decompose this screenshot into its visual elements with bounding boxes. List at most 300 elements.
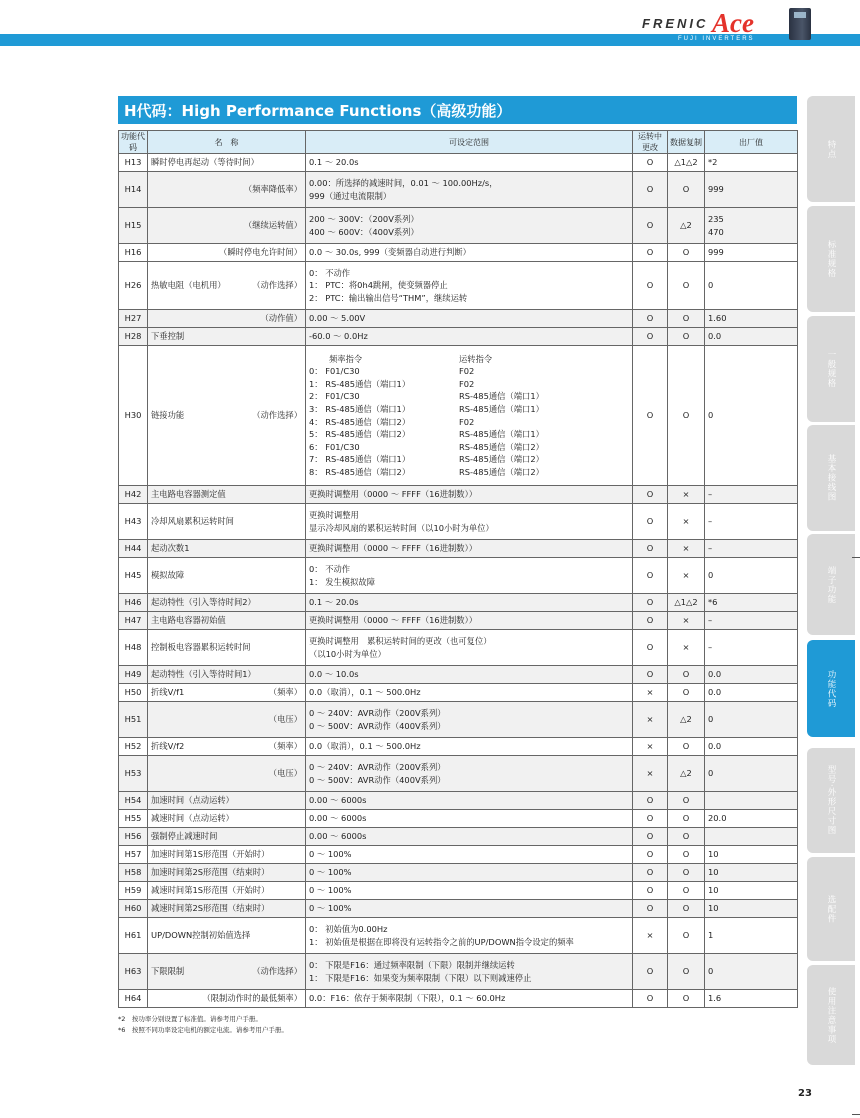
row-run-change: O: [633, 540, 668, 558]
row-factory: 0: [705, 346, 798, 486]
row-factory-value: 1.6: [708, 993, 722, 1004]
row-name-main: UP/DOWN控制初始值选择: [151, 930, 251, 941]
row-factory-value: 0: [708, 714, 714, 725]
row-factory: [705, 954, 798, 990]
table-row: [119, 990, 798, 1008]
side-tab[interactable]: [807, 534, 855, 635]
row-name: [148, 738, 306, 756]
row-code: H16: [119, 244, 148, 262]
side-tab[interactable]: [807, 316, 855, 422]
row-data-copy: O: [668, 846, 705, 864]
row-data-copy: O: [668, 864, 705, 882]
row-data-copy: O: [668, 882, 705, 900]
side-tab[interactable]: [807, 857, 855, 961]
row-range-line: 0.00 ～ 6000s: [309, 795, 367, 806]
row-code: H28: [119, 328, 148, 346]
side-tab-label: 选配件: [826, 894, 836, 924]
row-code: H57: [119, 846, 148, 864]
row-name-sub: （频率降低率）: [243, 184, 302, 195]
row-range: [306, 172, 633, 208]
row-name: [148, 208, 306, 244]
row-code: H49: [119, 666, 148, 684]
row-code: H58: [119, 864, 148, 882]
row-factory: [705, 558, 798, 594]
table-row: [119, 666, 798, 684]
row-factory-value: 10: [708, 849, 719, 860]
row-factory-value: 10: [708, 903, 719, 914]
row-range-line: 0.00 ～ 6000s: [309, 831, 367, 842]
row-range-line: 显示冷却风扇的累积运转时间（以10小时为单位）: [309, 522, 494, 533]
row-name-main: 折线V/f1: [151, 687, 185, 698]
row-name-main: 强制停止减速时间: [151, 831, 218, 842]
row-range: [306, 328, 633, 346]
h30-option-freq: 4： RS-485通信（端口2）: [309, 416, 411, 427]
row-name: [148, 504, 306, 540]
row-range: [306, 244, 633, 262]
row-run-change: O: [633, 882, 668, 900]
row-run-change: O: [633, 262, 668, 310]
row-name: [148, 810, 306, 828]
h30-option-run: RS-485通信（端口2）: [459, 466, 544, 477]
row-range: [306, 846, 633, 864]
row-code: H48: [119, 630, 148, 666]
row-data-copy: △2: [668, 208, 705, 244]
side-tab-label: 型号·外形尺寸图: [826, 765, 836, 836]
table-row: [119, 882, 798, 900]
row-data-copy: O: [668, 792, 705, 810]
brand-subtitle: FUJI INVERTERS: [678, 36, 755, 42]
row-range-line: 0 ～ 500V：AVR动作（400V系列）: [309, 774, 446, 785]
row-range-line: 1： PTC：将0h4跳闸，使变频器停止: [309, 280, 448, 291]
table-row: [119, 810, 798, 828]
row-factory-value: 1.60: [708, 313, 727, 324]
row-range: [306, 738, 633, 756]
row-data-copy: ×: [668, 504, 705, 540]
row-factory: [705, 486, 798, 504]
row-name-main: 控制板电容器累积运转时间: [151, 642, 251, 653]
row-code: H51: [119, 702, 148, 738]
row-name-sub: （动作值）: [260, 313, 302, 324]
col-header-range: 可设定范围: [306, 131, 633, 154]
row-range-line: 1： 初始值是根据在即将没有运转指令之前的UP/DOWN指令设定的频率: [309, 936, 574, 947]
side-tab-label: 端子功能: [826, 565, 836, 604]
row-run-change: O: [633, 154, 668, 172]
row-factory-line: 470: [708, 226, 724, 237]
row-name: [148, 244, 306, 262]
row-data-copy: ×: [668, 558, 705, 594]
row-data-copy: ×: [668, 630, 705, 666]
row-factory: [705, 666, 798, 684]
row-run-change: O: [633, 792, 668, 810]
row-factory: [705, 918, 798, 954]
row-name-main: 折线V/f2: [151, 741, 185, 752]
row-code: H43: [119, 504, 148, 540]
row-code: H53: [119, 756, 148, 792]
row-name-main: 减速时间（点动运转）: [151, 813, 234, 824]
row-factory-value: 0.0: [708, 331, 722, 342]
row-range-line: 更换时调整用（0000 ～ FFFF（16进制数））: [309, 543, 478, 554]
table-row: [119, 864, 798, 882]
col-header-name: 名 称: [148, 131, 306, 154]
row-range: [306, 810, 633, 828]
row-name: [148, 954, 306, 990]
row-name-sub: （动作选择）: [252, 280, 302, 291]
row-factory-value: 0.0: [708, 687, 722, 698]
row-range: [306, 792, 633, 810]
table-row: [119, 310, 798, 328]
side-tab[interactable]: [807, 425, 855, 531]
row-factory: [705, 846, 798, 864]
row-code: H56: [119, 828, 148, 846]
row-name-main: 加速时间第1S形范围（开始时）: [151, 849, 270, 860]
row-run-change: O: [633, 954, 668, 990]
row-run-change: O: [633, 310, 668, 328]
row-name-main: 模拟故障: [151, 570, 185, 581]
row-data-copy: O: [668, 328, 705, 346]
row-range: [306, 612, 633, 630]
row-range-line: 0： 下限是F16：通过频率限制（下限）限制并继续运转: [309, 959, 515, 970]
table-row: [119, 954, 798, 990]
table-row: [119, 738, 798, 756]
row-name: [148, 310, 306, 328]
row-run-change: O: [633, 828, 668, 846]
row-run-change: O: [633, 346, 668, 486]
row-factory-value: 10: [708, 885, 719, 896]
row-range-line: 0 ～ 100%: [309, 849, 352, 860]
side-tab-label: 特点: [826, 139, 836, 159]
row-range: [306, 918, 633, 954]
table-row: [119, 504, 798, 540]
row-name-sub: （动作选择）: [252, 410, 302, 421]
row-run-change: O: [633, 244, 668, 262]
row-data-copy: O: [668, 310, 705, 328]
row-run-change: ×: [633, 738, 668, 756]
row-code: H47: [119, 612, 148, 630]
row-range-line: 400 ～ 600V：（400V系列）: [309, 226, 419, 237]
row-range-line: 0.0（取消），0.1 ～ 500.0Hz: [309, 741, 421, 752]
row-range: [306, 666, 633, 684]
h30-option-freq: 7： RS-485通信（端口1）: [309, 454, 411, 465]
h30-option-run: RS-485通信（端口2）: [459, 454, 544, 465]
row-run-change: O: [633, 594, 668, 612]
table-row: [119, 702, 798, 738]
table-body: [119, 154, 798, 1008]
side-tab-label: 基本接线图: [826, 454, 836, 502]
row-code: H13: [119, 154, 148, 172]
row-factory: [705, 262, 798, 310]
row-factory: [705, 702, 798, 738]
row-data-copy: O: [668, 738, 705, 756]
h30-option-run: F02: [459, 416, 475, 427]
row-range-line: 0.00 ～ 6000s: [309, 813, 367, 824]
row-run-change: O: [633, 630, 668, 666]
side-tab[interactable]: [807, 206, 855, 312]
side-tab[interactable]: [807, 640, 855, 737]
table-row: [119, 346, 798, 486]
brand-ace-text: Ace: [712, 8, 754, 38]
row-range: [306, 864, 633, 882]
row-factory: [705, 756, 798, 792]
row-name-sub: （限制动作时的最低频率）: [202, 993, 302, 1004]
table-row: [119, 792, 798, 810]
row-range: [306, 828, 633, 846]
row-factory-value: –: [708, 489, 713, 500]
row-range-line: （以10小时为单位）: [309, 648, 386, 659]
table-row: [119, 262, 798, 310]
row-name-main: 起动特性（引入等待时间2）: [151, 597, 256, 608]
row-name: [148, 630, 306, 666]
table-row: [119, 208, 798, 244]
row-name-sub: （继续运转值）: [243, 220, 302, 231]
row-data-copy: O: [668, 990, 705, 1008]
h-code-table: [118, 130, 798, 1008]
row-factory-value: 999: [708, 247, 724, 258]
row-factory: [705, 594, 798, 612]
row-data-copy: ×: [668, 486, 705, 504]
edge-mark: [852, 557, 860, 558]
footnote-2: *2 按功率分别设置了标准值。请参考用户手册。: [118, 1015, 262, 1023]
row-factory: [705, 244, 798, 262]
row-run-change: O: [633, 810, 668, 828]
brand-frenic-text: FRENIC: [642, 16, 709, 31]
row-factory-value: 10: [708, 867, 719, 878]
row-range: [306, 900, 633, 918]
row-run-change: ×: [633, 684, 668, 702]
row-code: H15: [119, 208, 148, 244]
h30-option-freq: 3： RS-485通信（端口1）: [309, 403, 411, 414]
row-factory: [705, 630, 798, 666]
row-range: [306, 882, 633, 900]
row-code: H14: [119, 172, 148, 208]
row-factory-value: *2: [708, 157, 718, 168]
row-data-copy: O: [668, 262, 705, 310]
table-header-row: [119, 131, 798, 154]
h30-option-freq: 6： F01/C30: [309, 441, 360, 452]
row-code: H59: [119, 882, 148, 900]
side-tab-label: 一般规格: [826, 350, 836, 388]
row-range-line: 0 ～ 500V：AVR动作（400V系列）: [309, 720, 446, 731]
row-code: H27: [119, 310, 148, 328]
row-range-line: 更换时调整用（0000 ～ FFFF（16进制数））: [309, 489, 478, 500]
row-name: [148, 828, 306, 846]
row-run-change: O: [633, 990, 668, 1008]
row-name: [148, 702, 306, 738]
row-name-main: 加速时间（点动运转）: [151, 795, 234, 806]
row-name: [148, 486, 306, 504]
footnote-6: *6 按照不同功率设定电机的额定电流。请参考用户手册。: [118, 1026, 288, 1034]
row-range: [306, 540, 633, 558]
row-range-line: -60.0 ～ 0.0Hz: [309, 331, 368, 342]
row-code: H46: [119, 594, 148, 612]
row-factory-value: *6: [708, 597, 718, 608]
table-row: [119, 846, 798, 864]
row-factory-value: –: [708, 543, 713, 554]
row-name: [148, 990, 306, 1008]
table-row: [119, 612, 798, 630]
side-tab-label: 功能代码: [826, 669, 836, 708]
row-data-copy: O: [668, 684, 705, 702]
row-name: [148, 328, 306, 346]
row-range: [306, 594, 633, 612]
row-name-sub: （动作选择）: [252, 966, 302, 977]
section-title: H代码：High Performance Functions（高级功能）: [124, 102, 512, 120]
row-run-change: O: [633, 328, 668, 346]
row-name: [148, 154, 306, 172]
row-range: [306, 310, 633, 328]
row-range-line: 0.00：所选择的减速时间，0.01 ～ 100.00Hz/s，: [309, 177, 498, 188]
row-range: [306, 684, 633, 702]
row-name-sub: （电压）: [268, 768, 302, 779]
row-factory: [705, 612, 798, 630]
row-name: [148, 918, 306, 954]
row-name-sub: （电压）: [268, 714, 302, 725]
row-run-change: O: [633, 666, 668, 684]
row-range: [306, 990, 633, 1008]
row-factory: [705, 882, 798, 900]
row-name: [148, 262, 306, 310]
brand-logo: [642, 10, 792, 42]
h30-option-freq: 8： RS-485通信（端口2）: [309, 466, 411, 477]
row-range-line: 0 ～ 240V：AVR动作（200V系列）: [309, 707, 446, 718]
row-factory: [705, 540, 798, 558]
row-run-change: ×: [633, 756, 668, 792]
row-run-change: O: [633, 208, 668, 244]
table-row: [119, 486, 798, 504]
row-data-copy: O: [668, 172, 705, 208]
h30-option-freq: 5： RS-485通信（端口2）: [309, 429, 411, 440]
row-range-line: 0.1 ～ 20.0s: [309, 157, 359, 168]
row-range-line: 更换时调整用: [309, 509, 359, 520]
row-name-main: 加速时间第2S形范围（结束时）: [151, 867, 270, 878]
row-factory-value: 1: [708, 930, 714, 941]
row-factory-value: –: [708, 642, 713, 653]
row-name-sub: （频率）: [268, 687, 302, 698]
row-data-copy: O: [668, 918, 705, 954]
table-row: [119, 828, 798, 846]
row-data-copy: △2: [668, 702, 705, 738]
section-title-bar: [118, 96, 797, 124]
row-range: [306, 346, 633, 486]
h30-option-freq: 1： RS-485通信（端口1）: [309, 378, 411, 389]
side-tab[interactable]: [807, 748, 855, 853]
row-factory: [705, 900, 798, 918]
row-name: [148, 558, 306, 594]
row-name-main: 减速时间第2S形范围（结束时）: [151, 903, 270, 914]
row-range: [306, 208, 633, 244]
row-data-copy: △1△2: [668, 594, 705, 612]
row-factory: [705, 328, 798, 346]
row-range-line: 0： 不动作: [309, 563, 351, 574]
row-range-line: 999（通过电流限制）: [309, 190, 392, 201]
side-tab-label: 使用注意事项: [826, 986, 836, 1044]
row-run-change: O: [633, 900, 668, 918]
row-code: H30: [119, 346, 148, 486]
row-factory: [705, 310, 798, 328]
table-row: [119, 684, 798, 702]
side-tab-label: 标准规格: [826, 240, 836, 278]
row-range: [306, 154, 633, 172]
inverter-product-icon: [789, 8, 811, 40]
h30-option-run: RS-485通信（端口1）: [459, 403, 544, 414]
row-range-line: 更换时调整用（0000 ～ FFFF（16进制数））: [309, 615, 478, 626]
side-tab[interactable]: [807, 965, 855, 1065]
row-name-sub: （频率）: [268, 741, 302, 752]
row-range: [306, 630, 633, 666]
row-range-line: 0 ～ 240V：AVR动作（200V系列）: [309, 761, 446, 772]
row-run-change: O: [633, 486, 668, 504]
col-header-data-copy: 数据复制: [668, 131, 705, 154]
row-range-line: 1： 发生模拟故障: [309, 576, 375, 587]
table-row: [119, 328, 798, 346]
row-code: H50: [119, 684, 148, 702]
row-name: [148, 346, 306, 486]
row-data-copy: △1△2: [668, 154, 705, 172]
row-code: H63: [119, 954, 148, 990]
row-range-line: 0.0 ～ 10.0s: [309, 669, 359, 680]
row-range: [306, 262, 633, 310]
row-range-line: 0.1 ～ 20.0s: [309, 597, 359, 608]
row-factory: [705, 738, 798, 756]
row-name: [148, 756, 306, 792]
row-range-line: 0.00 ～ 5.00V: [309, 313, 366, 324]
row-factory: [705, 990, 798, 1008]
row-run-change: ×: [633, 918, 668, 954]
table-row: [119, 154, 798, 172]
table-row: [119, 918, 798, 954]
row-data-copy: O: [668, 346, 705, 486]
side-tab[interactable]: [807, 96, 855, 202]
row-code: H61: [119, 918, 148, 954]
row-code: H60: [119, 900, 148, 918]
h30-option-run: RS-485通信（端口1）: [459, 391, 544, 402]
h30-option-freq: 2： F01/C30: [309, 391, 360, 402]
row-factory-line: 235: [708, 213, 724, 224]
row-name: [148, 172, 306, 208]
row-name-main: 主电路电容器测定值: [151, 489, 226, 500]
h30-head-freq: 频率指令: [329, 353, 363, 364]
row-run-change: O: [633, 864, 668, 882]
h30-option-run: RS-485通信（端口2）: [459, 441, 544, 452]
h30-option-run: F02: [459, 366, 475, 377]
row-factory-value: 0: [708, 570, 714, 581]
row-range-line: 0： 不动作: [309, 267, 351, 278]
table-row: [119, 630, 798, 666]
h30-option-freq: 0： F01/C30: [309, 366, 360, 377]
row-range: [306, 756, 633, 792]
col-header-run-change: 运转中更改: [633, 131, 668, 154]
row-name-main: 热敏电阻（电机用）: [151, 280, 226, 291]
row-name: [148, 846, 306, 864]
h30-head-run: 运转指令: [459, 353, 493, 364]
row-name: [148, 684, 306, 702]
h30-options: [309, 353, 629, 479]
row-factory-value: 0: [708, 966, 714, 977]
row-factory-value: 20.0: [708, 813, 727, 824]
row-run-change: ×: [633, 702, 668, 738]
row-range-line: 200 ～ 300V：（200V系列）: [309, 213, 419, 224]
row-code: H52: [119, 738, 148, 756]
row-range: [306, 558, 633, 594]
row-code: H45: [119, 558, 148, 594]
row-factory-value: 999: [708, 184, 724, 195]
row-run-change: O: [633, 504, 668, 540]
row-range-line: 1： 下限是F16：如果变为频率限制（下限）以下则减速停止: [309, 972, 532, 983]
h30-option-run: RS-485通信（端口1）: [459, 429, 544, 440]
row-name: [148, 666, 306, 684]
row-factory-value: 0.0: [708, 669, 722, 680]
edge-mark-bottom: [852, 1114, 860, 1115]
row-data-copy: O: [668, 666, 705, 684]
